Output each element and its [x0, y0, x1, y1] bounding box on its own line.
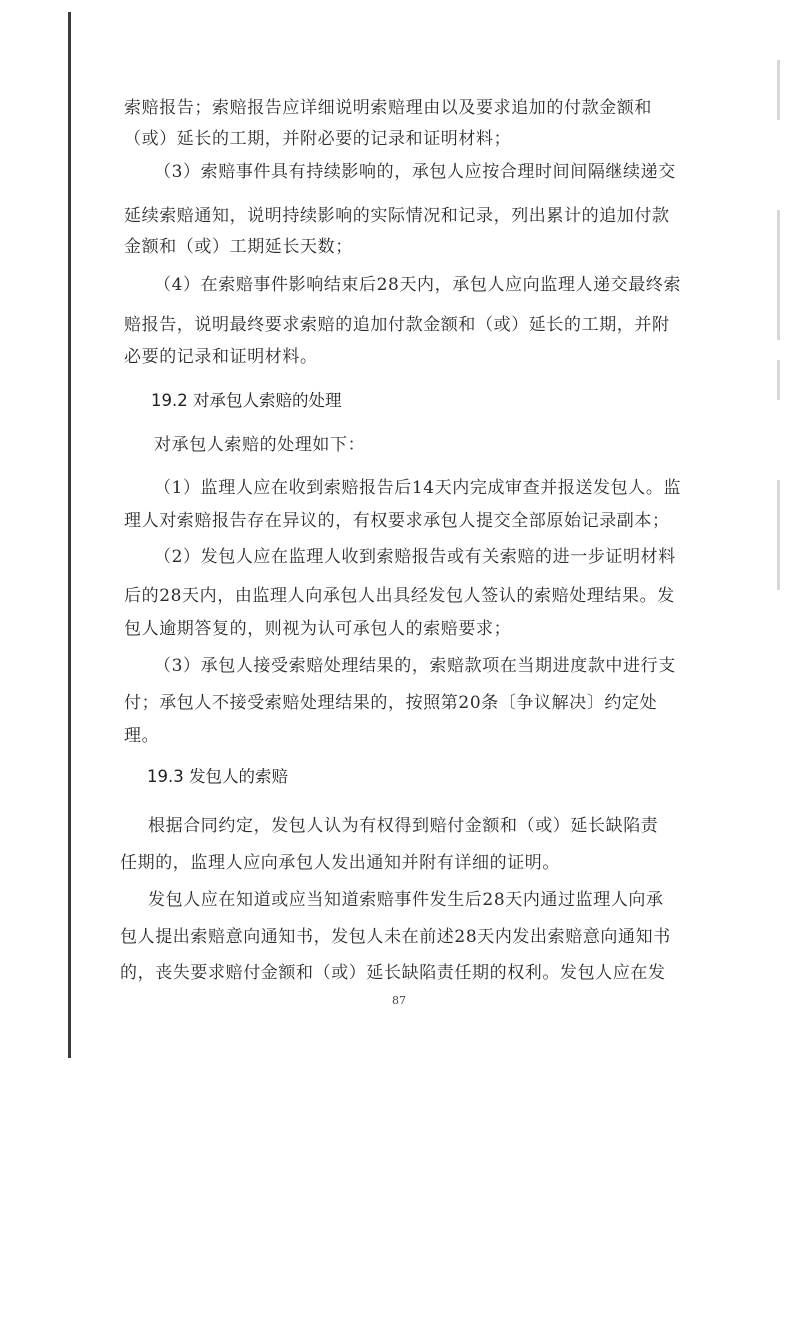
text-line: 的，丧失要求赔付金额和（或）延长缺陷责任期的权利。发包人应在发	[120, 963, 666, 983]
binding-line	[68, 12, 71, 1058]
text-line: 发包人应在知道或应当知道索赔事件发生后28天内通过监理人向承	[148, 890, 664, 910]
text-line: 必要的记录和证明材料。	[124, 347, 318, 367]
text-line: （4）在索赔事件影响结束后28天内，承包人应向监理人递交最终索	[154, 275, 682, 295]
text-line: （1）监理人应在收到索赔报告后14天内完成审查并报送发包人。监	[154, 478, 682, 498]
scan-edge-marks	[777, 60, 785, 620]
text-line: 任期的，监理人应向承包人发出通知并附有详细的证明。	[120, 853, 560, 873]
text-line: 对承包人索赔的处理如下：	[154, 435, 366, 455]
text-line: 根据合同约定，发包人认为有权得到赔付金额和（或）延长缺陷责	[148, 816, 659, 836]
page-number: 87	[392, 994, 406, 1007]
text-line: 金额和（或）工期延长天数；	[124, 237, 353, 257]
text-line: （3）承包人接受索赔处理结果的，索赔款项在当期进度款中进行支	[154, 656, 676, 676]
text-line: 包人逾期答复的，则视为认可承包人的索赔要求；	[124, 619, 512, 639]
text-line: 理。	[124, 726, 160, 746]
section-heading-19-2: 19.2 对承包人索赔的处理	[151, 391, 342, 410]
text-line: （3）索赔事件具有持续影响的，承包人应按合理时间间隔继续递交	[154, 162, 676, 182]
text-line: （2）发包人应在监理人收到索赔报告或有关索赔的进一步证明材料	[154, 547, 676, 567]
text-line: 赔报告，说明最终要求索赔的追加付款金额和（或）延长的工期，并附	[124, 315, 670, 335]
text-line: 理人对索赔报告存在异议的，有权要求承包人提交全部原始记录副本；	[124, 511, 670, 531]
text-line: 索赔报告；索赔报告应详细说明索赔理由以及要求追加的付款金额和	[124, 98, 652, 118]
text-line: 付；承包人不接受索赔处理结果的，按照第20条〔争议解决〕约定处	[124, 693, 658, 713]
text-line: 后的28天内，由监理人向承包人出具经发包人签认的索赔处理结果。发	[124, 586, 675, 606]
text-line: （或）延长的工期，并附必要的记录和证明材料；	[124, 129, 512, 149]
text-line: 延续索赔通知，说明持续影响的实际情况和记录，列出累计的追加付款	[124, 206, 670, 226]
text-line: 包人提出索赔意向通知书，发包人未在前述28天内发出索赔意向通知书	[120, 927, 671, 947]
section-heading-19-3: 19.3 发包人的索赔	[147, 767, 288, 786]
